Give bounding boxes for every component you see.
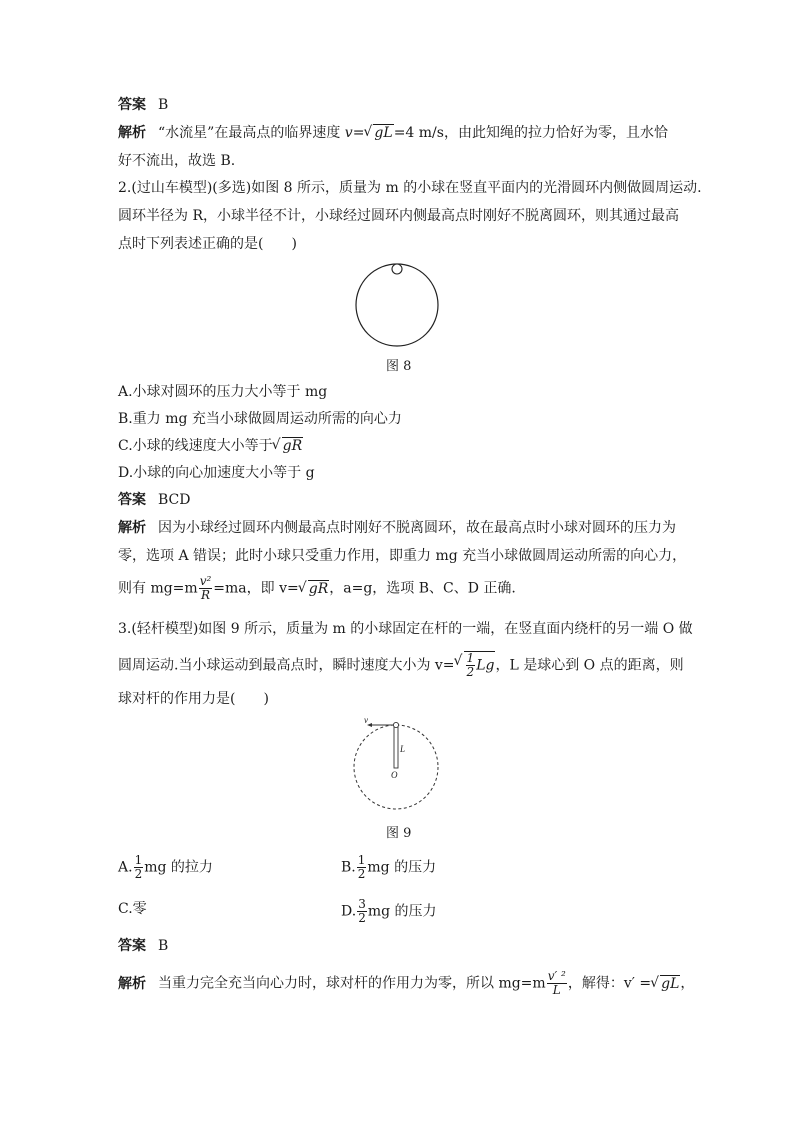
figure-8-loop [352,260,444,350]
figure-9-caption: 图 9 [386,826,412,841]
fraction-v2-R: $\frac{\text{v²}}{R}$ [199,574,212,602]
answer-value: B [158,938,169,954]
q3-stem-line1: 3.(轻杆模型)如图 9 所示，质量为 m 的小球固定在杆的一端，在竖直面内绕杆的另一端 O 做 [118,621,693,637]
q2-answer [118,489,190,511]
analysis-label: 解析 [118,520,146,536]
var-v: v [344,125,353,141]
answer-label: 答案 [118,492,146,508]
q2-analysis-line1: 解析 因为小球经过圆环内侧最高点时刚好不脱离圆环，故在最高点时小球对圆环的压力为 [118,520,676,536]
q3-option-d: D. $\frac{3}{2}$ mg 的压力 [341,897,437,925]
analysis-label: 解析 [118,975,146,992]
q3-analysis: 解析 当重力完全充当向心力时，球对杆的作用力为零，所以 mg=m $\frac{\text{v′ ²}}{L}$ ，解得：v′ =√ gL， [118,970,694,997]
figure-9-rod [350,714,442,810]
analysis-label: 解析 [118,125,146,141]
sqrt-gL: √ gL [364,122,393,144]
q3-option-a: A. $\frac{1}{2}$ mg 的拉力 [118,853,213,881]
fraction: $\frac{1}{2}$ [357,853,366,881]
q2-option-a: A.小球对圆环的压力大小等于 mg [118,384,328,400]
q3-answer [118,935,168,957]
loop-circle [356,264,438,346]
q2-analysis-line3: 则有 mg=m $\frac{\text{v²}}{R}$ =ma，即 v=√ gR，a=g，选项 B、C、D 正确. [118,575,516,602]
q3-option-b: B. $\frac{1}{2}$ mg 的压力 [341,853,437,881]
rod [394,725,398,768]
q1-analysis-line1 [118,122,668,144]
q3-stem-line3: 球对杆的作用力是( ) [118,691,269,707]
answer-value: BCD [158,492,191,508]
label-L: L [400,744,406,754]
label-v: v [364,715,368,725]
q1-analysis-line2: 好不流出，故选 B. [118,153,236,169]
q3-stem-line2: 圆周运动.当小球运动到最高点时，瞬时速度大小为 v= √ $\frac{1}{2}$ Lg，L 是球心到 O 点的距离，则 [118,651,684,679]
q2-stem-line2: 圆环半径为 R，小球半径不计，小球经过圆环内侧最高点时刚好不脱离圆环，则其通过最高 [118,208,679,224]
sqrt-gR: √ gR [273,435,304,457]
sqrt-gR: √ gR [299,578,330,600]
q2-option-b: B.重力 mg 充当小球做圆周运动所需的向心力 [118,411,402,427]
analysis-text: =4 m/s，由此知绳的拉力恰好为零，且水恰 [393,125,668,141]
sqrt-gL: √ gL [651,973,680,995]
fraction: $\frac{1}{2}$ [134,853,143,881]
analysis-text: “水流星”在最高点的临界速度 [158,125,345,141]
q2-stem-line3: 点时下列表述正确的是( ) [118,236,297,252]
answer-label: 答案 [118,938,146,954]
q1-answer [118,94,168,116]
ball [392,264,402,274]
sqrt-half-Lg: √ $\frac{1}{2}$ Lg [455,651,496,679]
fraction-half: √ $\frac{1}{2}$ [466,651,475,679]
answer-value: B [158,97,169,113]
fraction-v2-L: $\frac{\text{v′ ²}}{L}$ [547,969,566,997]
figure-8-caption: 图 8 [386,359,412,374]
q3-option-c: C.零 [118,901,147,917]
ball [393,722,398,727]
answer-label: 答案 [118,97,146,113]
q2-analysis-line2: 零，选项 A 错误；此时小球只受重力作用，即重力 mg 充当小球做圆周运动所需的向心力， [118,548,687,564]
q2-option-c: C.小球的线速度大小等于√ gR [118,435,303,457]
equals: = [352,125,365,141]
fraction: $\frac{3}{2}$ [358,897,366,925]
q2-option-d: D.小球的向心加速度大小等于 g [118,465,315,481]
label-O: O [391,770,398,780]
q2-stem-line1: 2.(过山车模型)(多选)如图 8 所示，质量为 m 的小球在竖直平面内的光滑圆环内侧做圆周运动. [118,180,702,196]
